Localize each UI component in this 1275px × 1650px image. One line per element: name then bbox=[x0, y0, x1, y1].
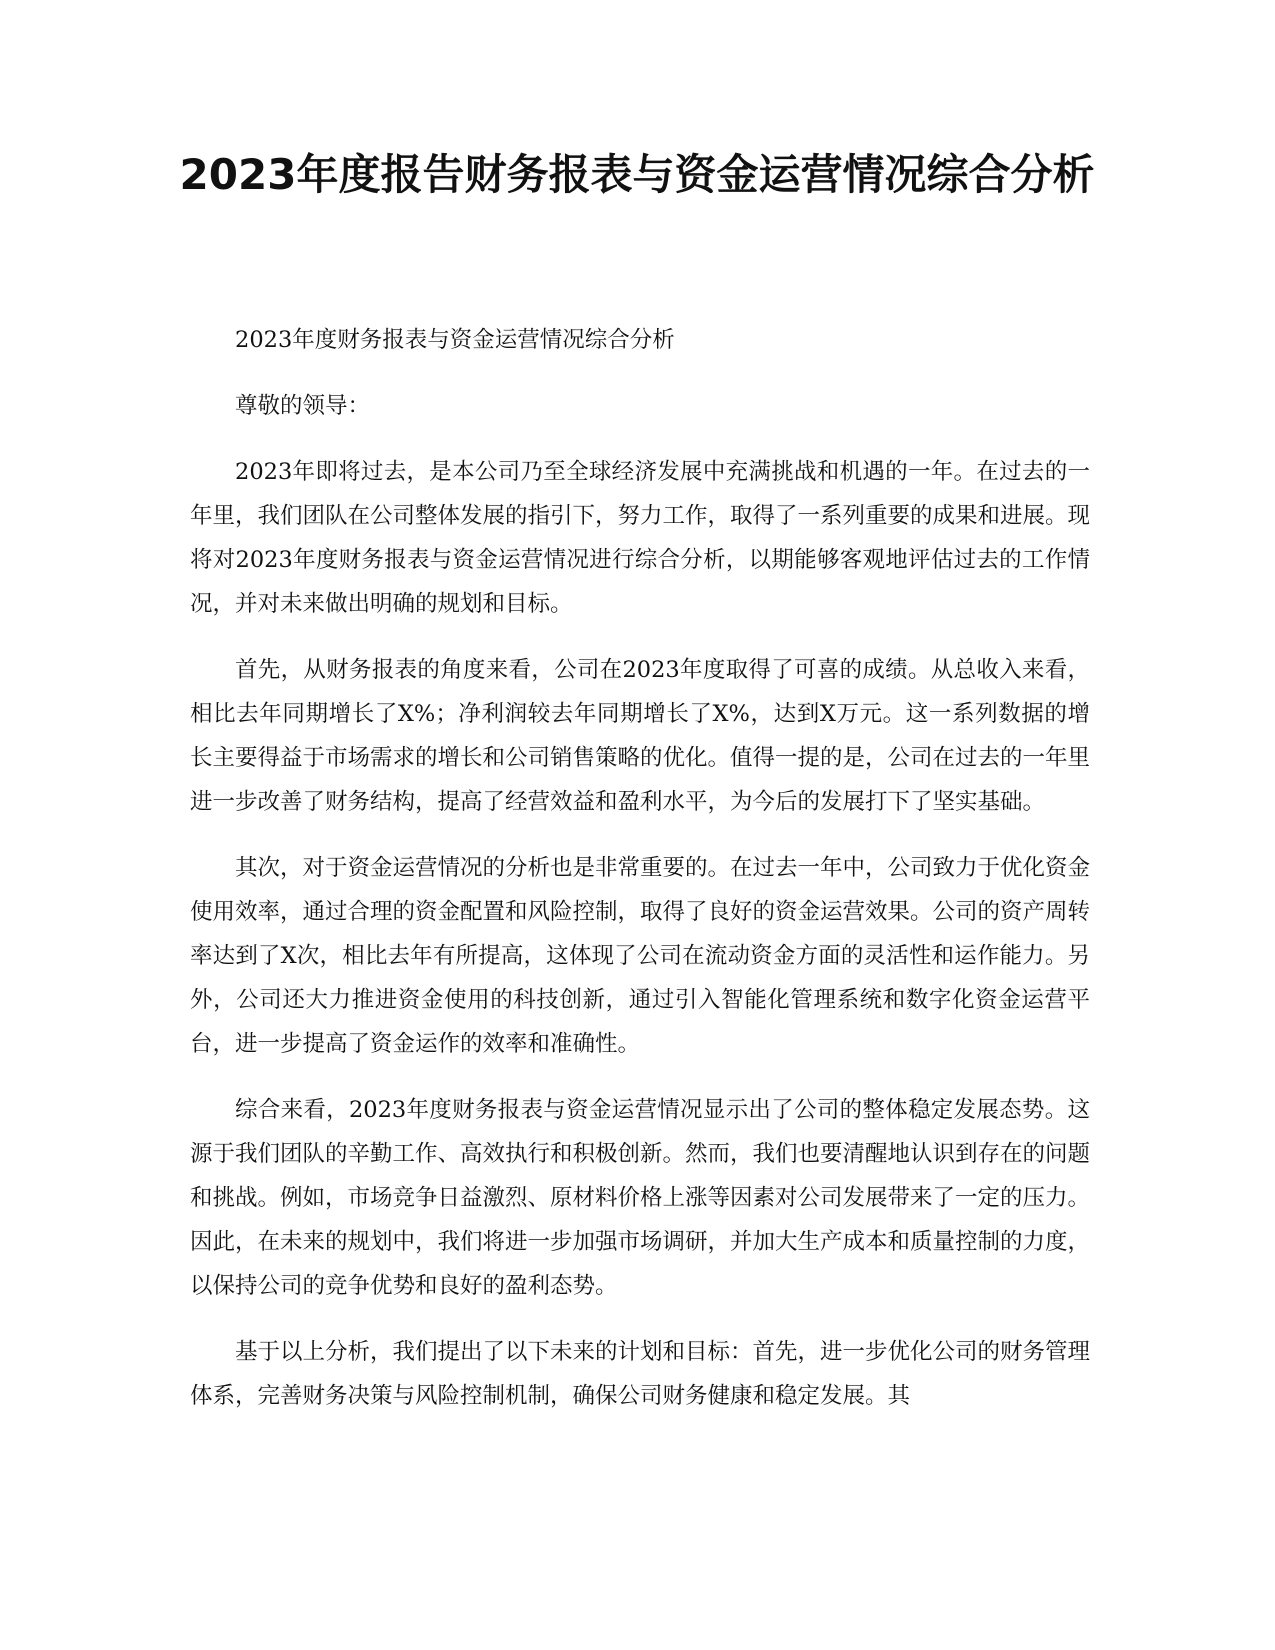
paragraph-summary: 综合来看，2023年度财务报表与资金运营情况显示出了公司的整体稳定发展态势。这源于我们团队的辛勤工作、高效执行和积极创新。然而，我们也要清醒地认识到存在的问题和挑战。例如，市场竞争日益激烈、原材料价格上涨等因素对公司发展带来了一定的压力。因此，在未来的规划中，我们将进一步加强市场调研，并加大生产成本和质量控制的力度，以保持公司的竞争优势和良好的盈利态势。 bbox=[190, 1097, 1091, 1299]
paragraph-financial-statements: 首先，从财务报表的角度来看，公司在2023年度取得了可喜的成绩。从总收入来看，相比去年同期增长了X%；净利润较去年同期增长了X%，达到X万元。这一系列数据的增长主要得益于市场需求的增长和公司销售策略的优化。值得一提的是，公司在过去的一年里进一步改善了财务结构，提高了经营效益和盈利水平，为今后的发展打下了坚实基础。 bbox=[190, 657, 1091, 815]
document-title: 2023年度报告财务报表与资金运营情况综合分析 bbox=[179, 150, 1095, 199]
paragraph-intro: 2023年即将过去，是本公司乃至全球经济发展中充满挑战和机遇的一年。在过去的一年里，我们团队在公司整体发展的指引下，努力工作，取得了一系列重要的成果和进展。现将对2023年度财务报表与资金运营情况进行综合分析，以期能够客观地评估过去的工作情况，并对未来做出明确的规划和目标。 bbox=[190, 459, 1091, 617]
paragraph-subtitle: 2023年度财务报表与资金运营情况综合分析 bbox=[235, 327, 675, 353]
paragraph-fund-operations: 其次，对于资金运营情况的分析也是非常重要的。在过去一年中，公司致力于优化资金使用效率，通过合理的资金配置和风险控制，取得了良好的资金运营效果。公司的资产周转率达到了X次，相比去年有所提高，这体现了公司在流动资金方面的灵活性和运作能力。另外，公司还大力推进资金使用的科技创新，通过引入智能化管理系统和数字化资金运营平台，进一步提高了资金运作的效率和准确性。 bbox=[190, 855, 1091, 1057]
paragraph-salutation: 尊敬的领导： bbox=[235, 393, 371, 419]
paragraph-future-plans: 基于以上分析，我们提出了以下未来的计划和目标：首先，进一步优化公司的财务管理体系，完善财务决策与风险控制机制，确保公司财务健康和稳定发展。其 bbox=[190, 1339, 1091, 1409]
document-body bbox=[190, 318, 1090, 1440]
